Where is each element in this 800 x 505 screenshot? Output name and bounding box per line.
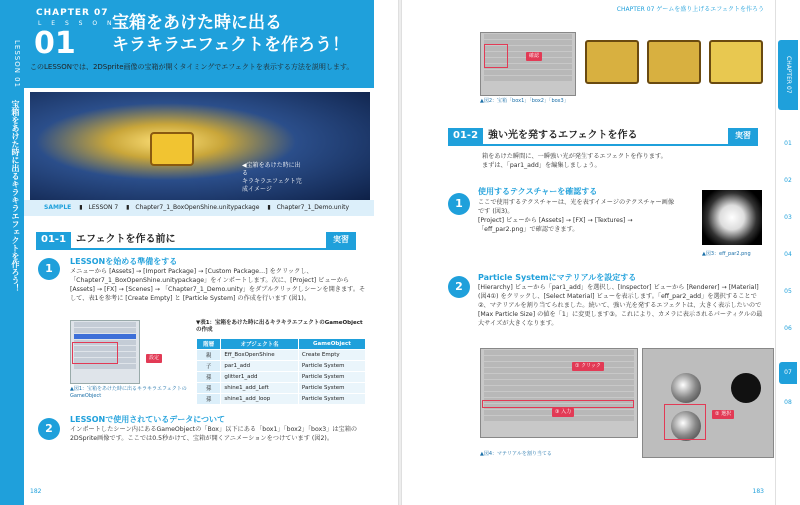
table-cell: shine1_add_Left [221,383,299,394]
table-cell: 孫 [197,394,221,405]
table-header-row [197,339,366,350]
section-title: 強い光を発するエフェクトを作る [488,130,638,141]
table-cell: Particle System [298,394,365,405]
table-body [197,350,366,405]
chapter-number-04: 04 [784,251,792,258]
lesson-number: 01 [34,26,76,61]
right-page [402,0,800,505]
step-number: 2 [38,418,60,440]
step-title: 使用するテクスチャーを確認する [478,187,598,196]
folder-icon: ▮ [267,204,271,211]
step-body: ここで使用するテクスチャーは、光を表すイメージのテクスチャー画像です (図3)。 [Project] ビューから [Assets] → [FX] → [Textures] → 「eff_par2.png」で確認できます。 [478,199,675,233]
side-lesson-title: 宝箱をあけた時に出るキラキラエフェクトを作ろう！ [11,100,20,292]
lesson-header [24,0,374,88]
chapter-number-08: 08 [784,399,792,406]
table-row [197,361,366,372]
table-cell: shine1_add_loop [221,394,299,405]
folder-icon: ▮ [79,204,83,211]
sample-bar [24,200,374,216]
highlight-box [664,404,706,440]
section-title: エフェクトを作る前に [76,234,176,245]
step-title: LESSONで使用されているデータについて [70,415,226,424]
chapter-number-02: 02 [784,177,792,184]
practice-badge: 実習 [728,128,758,144]
table-header-cell: 階層 [197,339,221,350]
sample-path-2: Chapter7_1_BoxOpenShine.unitypackage [135,204,260,211]
table-cell: Eff_BoxOpenShine [221,350,299,361]
left-page [0,0,398,505]
section-number: 01-2 [448,128,483,144]
sample-path-1: LESSON 7 [88,204,119,211]
step-title: Particle Systemにマテリアルを設定する [478,273,637,282]
gameobject-table [196,338,366,405]
table-cell: Particle System [298,361,365,372]
table-row [197,350,366,361]
table-row [197,394,366,405]
step-number: 1 [38,258,60,280]
table-cell: glitter1_add [221,372,299,383]
chapter-number-01: 01 [784,140,792,147]
confirm-tag: 確認 [526,52,542,61]
figure-3-caption: ▲図3：eff_par2.png [702,251,751,257]
side-lesson-label: LESSON 01 [13,40,21,89]
step-body: インポートしたシーン内にあるGameObjectの「Box」以下にある「box1」「box2」「box3」は宝箱の2DSprite画像です。ここでは0.5秒かけて、宝箱が開くアニメーションをつけています (図2)。 [70,426,358,442]
table-cell: 孫 [197,372,221,383]
chapter-number-07: 07 [779,362,797,384]
section-header-01-1 [36,232,356,250]
chapter-tab: CHAPTER 07 [778,40,798,110]
practice-badge: 実習 [326,232,356,248]
sample-path-3: Chapter7_1_Demo.unity [276,204,350,211]
lesson-title: 宝箱をあけた時に出る キラキラエフェクトを作ろう！ [112,13,350,55]
material-preview [671,373,701,403]
input-tag: ③ 入力 [552,408,574,417]
step-title: LESSONを始める準備をする [70,257,178,266]
table-row [197,383,366,394]
inspector-screenshot [480,348,638,438]
highlight-box [484,44,508,68]
running-head: CHAPTER 07 ゲームを盛り上げるエフェクトを作ろう [616,6,764,13]
box2-image [647,40,701,84]
table-cell: Create Empty [298,350,365,361]
lesson-label: L E S S O N [38,20,116,27]
box1-image [585,40,639,84]
table-cell: 孫 [197,383,221,394]
box3-image [709,40,763,84]
chapter-number-03: 03 [784,214,792,221]
step-body: メニューから [Assets] → [Import Package] → [Custom Package…] をクリックし、「Chapter7_1_BoxOpenShine.unitypackage」をインポートします。次に、[Project] ビューから [Assets] → [FX] → [Scenes] → 「Chapter7_1_Demo.unity」をダブルクリックしシーンを開きます。そして、表1を参考に [Create Empty] と [Particle System] の作成を行います (図1)。 [70,268,366,302]
section-header-01-2 [448,128,758,146]
table-row [197,372,366,383]
table-header-cell: GameObject [298,339,365,350]
chapter-label: CHAPTER 07 [36,8,109,18]
table-cell: 親 [197,350,221,361]
page-number: 183 [752,488,764,495]
highlight-box [482,400,634,408]
figure-1-caption: ▲図1：宝箱をあけた時に出るキラキラエフェクトのGameObject [70,386,187,399]
hero-caption: ◀宝箱をあけた時に出る キラキラエフェクト完成イメージ [242,162,302,193]
table-caption: ▼表1：宝箱をあけた時に出るキラキラエフェクトのGameObjectの作成 [196,320,363,333]
treasure-chest-icon [150,132,194,166]
highlight-box [72,342,118,364]
step-number: 2 [448,276,470,298]
select-tag: ② 選択 [712,410,734,419]
table-cell: par1_add [221,361,299,372]
lesson-lead: このLESSONでは、2DSprite画像の宝箱が開くタイミングでエフェクトを表示する方法を説明します。 [30,63,354,71]
material-preview [731,373,761,403]
select-material-screenshot [642,348,774,458]
left-side-tab [0,0,24,505]
right-side-tab [775,0,800,505]
folder-icon: ▮ [126,204,130,211]
click-tag: ① クリック [572,362,604,371]
page-number: 182 [30,488,42,495]
step-number: 1 [448,193,470,215]
figure-2-caption: ▲図2：宝箱「box1」「box2」「box3」 [480,98,569,104]
table-header-cell: オブジェクト名 [221,339,299,350]
table-cell: Particle System [298,383,365,394]
setting-tag: 設定 [146,354,162,363]
chapter-number-05: 05 [784,288,792,295]
section-number: 01-1 [36,232,71,248]
table-cell: 子 [197,361,221,372]
chapter-number-06: 06 [784,325,792,332]
figure-4-caption: ▲図4：マテリアルを割り当てる [480,451,552,457]
eff-par2-texture [702,190,762,245]
hero-image [30,92,370,202]
section-intro: 箱をあけた瞬間に、一瞬強い光が発生するエフェクトを作ります。 まずは、「par1_add」を編集しましょう。 [482,153,667,169]
step-body: [Hierarchy] ビューから「par1_add」を選択し、[Inspector] ビューから [Renderer] → [Material] (図4①) をクリックし、[Select Material] ビューを表示します。「eff_par2_add」を選択することで②、マテリアルを割り当てられました。続いて、強い光を発するエフェクトは、大きく表示したいので [Max Particle Size] の値を「1」に変更します③。これにより、カメラに表示されるパーティクルの最大サイズが大きくなります。 [478,284,763,327]
sample-label: SAMPLE [44,204,72,211]
table-cell: Particle System [298,372,365,383]
